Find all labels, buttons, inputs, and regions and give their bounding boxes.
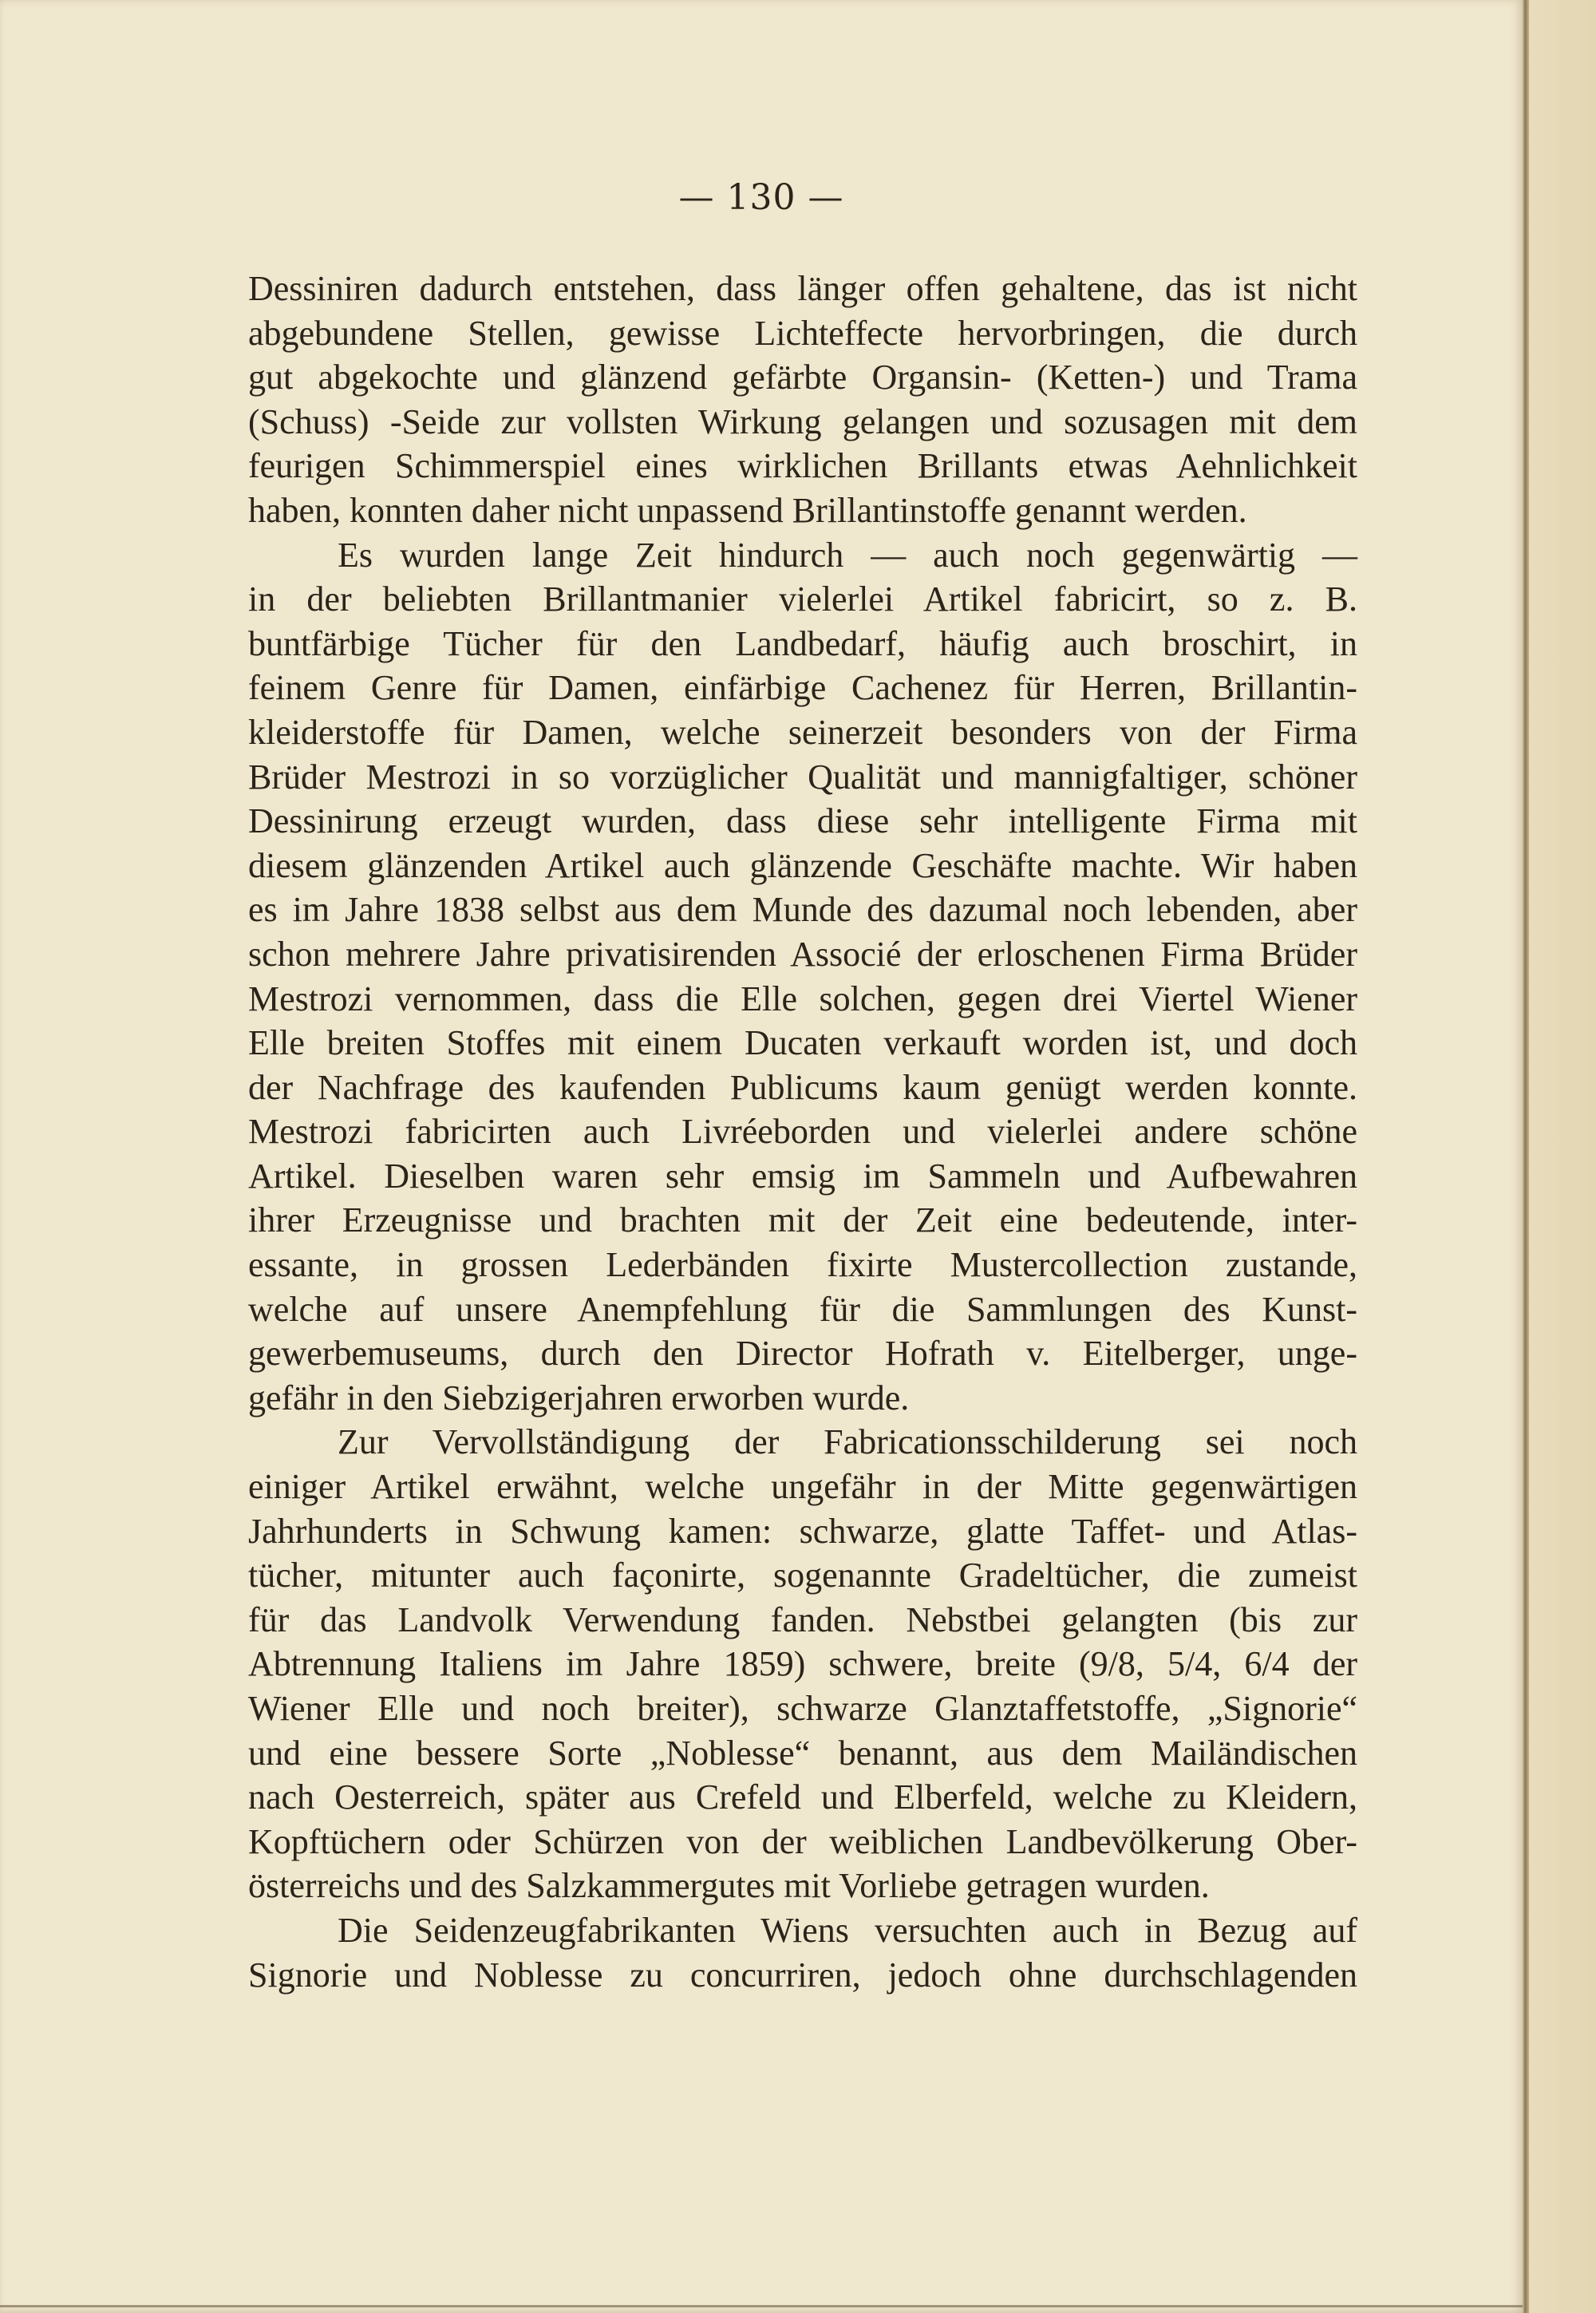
text-line: Signorie und Noblesse zu concurriren, jedoch ohne durchschlagenden	[248, 1955, 1357, 1995]
text-line: einiger Artikel erwähnt, welche ungefähr in der Mitte gegenwärtigen	[248, 1467, 1357, 1507]
text-line: es im Jahre 1838 selbst aus dem Munde des dazumal noch lebenden, aber	[248, 890, 1357, 930]
text-line: buntfärbige Tücher für den Landbedarf, häufig auch broschirt, in	[248, 623, 1357, 663]
text-line: schon mehrere Jahre privatisirenden Associé der erloschenen Firma Brüder	[248, 934, 1357, 974]
text-line: essante, in grossen Lederbänden fixirte Mustercollection zustande,	[248, 1245, 1357, 1285]
text-line: Artikel. Dieselben waren sehr emsig im Sammeln und Aufbewahren	[248, 1156, 1357, 1196]
text-line: Dessinirung erzeugt wurden, dass diese sehr intelligente Firma mit	[248, 801, 1357, 841]
text-line: Brüder Mestrozi in so vorzüglicher Qualität und mannigfaltiger, schöner	[248, 757, 1357, 797]
text-line: der Nachfrage des kaufenden Publicums kaum genügt werden konnte.	[248, 1067, 1357, 1107]
body-text	[248, 267, 1357, 1997]
text-line: Dessiniren dadurch entstehen, dass länger offen gehaltene, das ist nicht	[248, 269, 1357, 308]
text-line: für das Landvolk Verwendung fanden. Nebstbei gelangten (bis zur	[248, 1599, 1357, 1639]
page-edge	[1523, 0, 1529, 2313]
text-line: Abtrennung Italiens im Jahre 1859) schwere, breite (9/8, 5/4, 6/4 der	[248, 1644, 1357, 1684]
page-bottom-rule	[0, 2305, 1523, 2307]
text-line: gut abgekochte und glänzend gefärbte Organsin- (Ketten-) und Trama	[248, 358, 1357, 397]
text-line: Elle breiten Stoffes mit einem Ducaten verkauft worden ist, und doch	[248, 1023, 1357, 1063]
text-line: Es wurden lange Zeit hindurch — auch noch gegenwärtig —	[338, 535, 1357, 575]
text-line: in der beliebten Brillantmanier vielerlei Artikel fabricirt, so z. B.	[248, 579, 1357, 619]
text-line: haben, konnten daher nicht unpassend Brillantinstoffe genannt werden.	[248, 490, 1247, 530]
text-line: Zur Vervollständigung der Fabricationsschilderung sei noch	[338, 1422, 1357, 1462]
text-line: Mestrozi fabricirten auch Livréeborden und vielerlei andere schöne	[248, 1112, 1357, 1152]
text-line: kleiderstoffe für Damen, welche seinerzeit besonders von der Firma	[248, 712, 1357, 752]
text-line: abgebundene Stellen, gewisse Lichteffecte hervorbringen, die durch	[248, 313, 1357, 353]
text-line: Wiener Elle und noch breiter), schwarze Glanztaffetstoffe, „Signorie“	[248, 1689, 1357, 1728]
text-line: nach Oesterreich, später aus Crefeld und Elberfeld, welche zu Kleidern,	[248, 1777, 1357, 1817]
text-line: welche auf unsere Anempfehlung für die Sammlungen des Kunst-	[248, 1289, 1357, 1329]
text-line: und eine bessere Sorte „Noblesse“ benannt, aus dem Mailändischen	[248, 1733, 1357, 1773]
page-number-header: — 130 —	[678, 177, 844, 218]
text-line: feinem Genre für Damen, einfärbige Cachenez für Herren, Brillantin-	[248, 668, 1357, 708]
text-line: tücher, mitunter auch façonirte, sogenannte Gradeltücher, die zumeist	[248, 1556, 1357, 1595]
text-line: diesem glänzenden Artikel auch glänzende Geschäfte machte. Wir haben	[248, 845, 1357, 885]
text-line: Kopftüchern oder Schürzen von der weiblichen Landbevölkerung Ober-	[248, 1821, 1357, 1861]
text-line: feurigen Schimmerspiel eines wirklichen Brillants etwas Aehnlichkeit	[248, 446, 1357, 486]
text-line: gewerbemuseums, durch den Director Hofrath v. Eitelberger, unge-	[248, 1334, 1357, 1374]
text-line: (Schuss) -Seide zur vollsten Wirkung gelangen und sozusagen mit dem	[248, 401, 1357, 441]
text-line: Jahrhunderts in Schwung kamen: schwarze, glatte Taffet- und Atlas-	[248, 1511, 1357, 1551]
text-line: österreichs und des Salzkammergutes mit Vorliebe getragen wurden.	[248, 1866, 1210, 1906]
text-line: Mestrozi vernommen, dass die Elle solchen, gegen drei Viertel Wiener	[248, 979, 1357, 1018]
text-line: Die Seidenzeugfabrikanten Wiens versuchten auch in Bezug auf	[338, 1910, 1357, 1950]
text-line: ihrer Erzeugnisse und brachten mit der Zeit eine bedeutende, inter-	[248, 1200, 1357, 1240]
page-margin-outer	[1529, 0, 1596, 2313]
text-line: gefähr in den Siebzigerjahren erworben wurde.	[248, 1378, 910, 1417]
